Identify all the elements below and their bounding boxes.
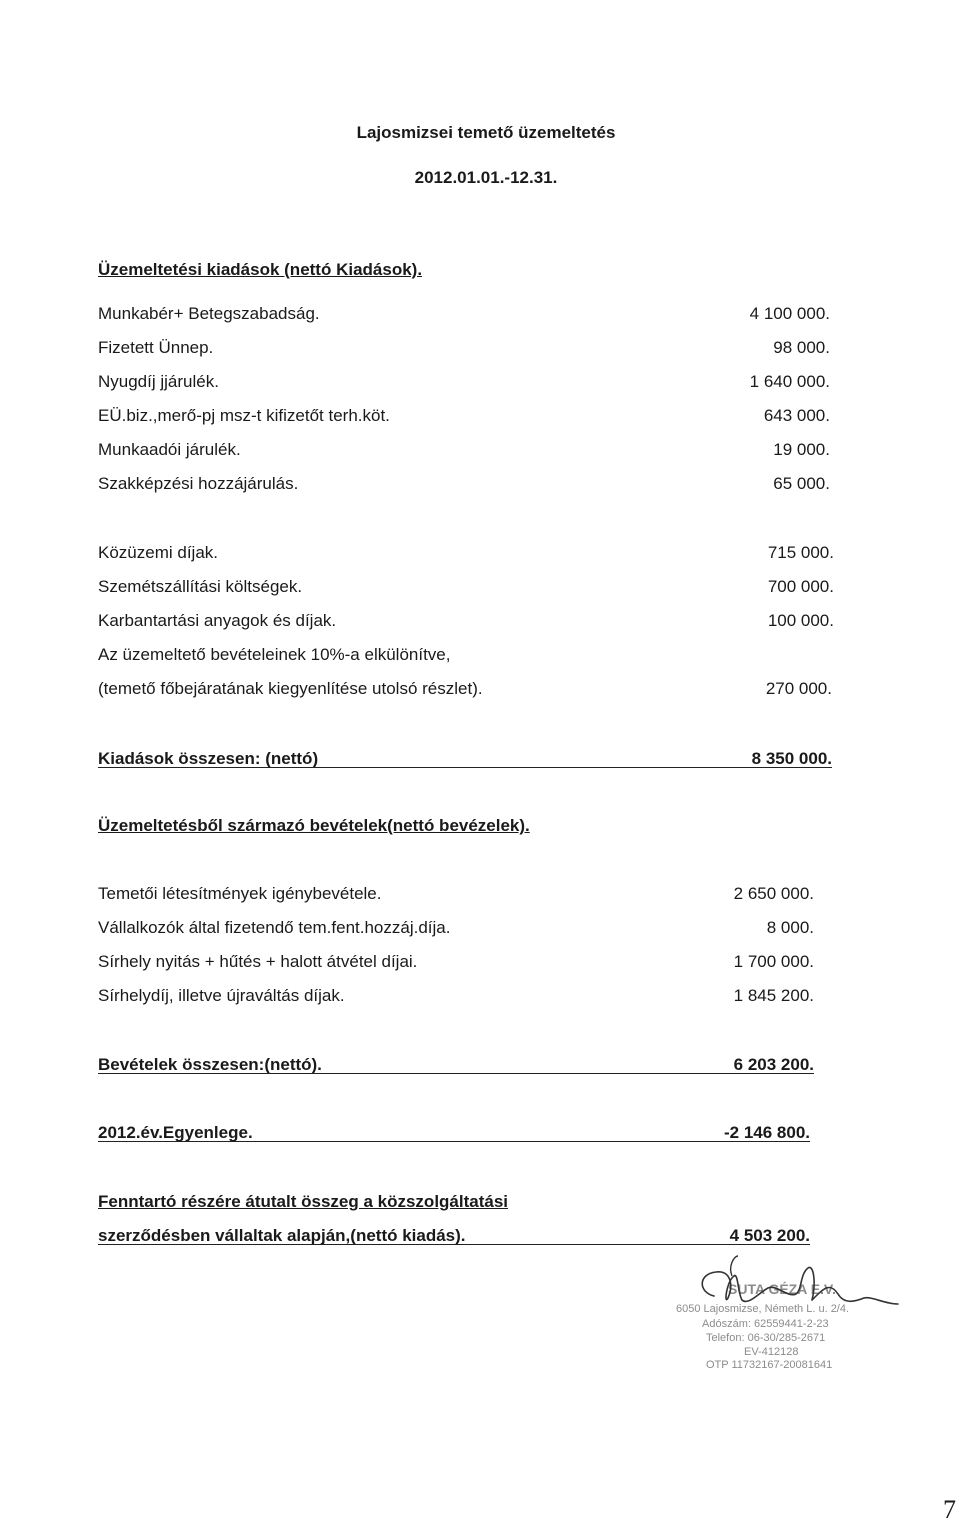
- signature-stroke-2: [731, 1256, 738, 1276]
- balance-label: 2012.év.Egyenlege.: [98, 1123, 253, 1142]
- expenses-total-value: 8 350 000.: [751, 749, 832, 768]
- revenues-total-value: 6 203 200.: [733, 1055, 814, 1074]
- revenue-value: 2 650 000.: [733, 884, 814, 903]
- expense-value: 1 640 000.: [749, 372, 830, 391]
- stamp-signature-icon: [668, 1254, 908, 1374]
- revenue-value: 1 700 000.: [733, 952, 814, 971]
- separation-line-2: (temető főbejáratának kiegyenlítése utolsó részlet).: [98, 679, 483, 698]
- expense-label: Karbantartási anyagok és díjak.: [98, 611, 337, 630]
- transfer-underline: [98, 1244, 810, 1245]
- balance-underline: [98, 1141, 810, 1142]
- expense-value: 715 000.: [767, 543, 834, 562]
- transfer-label-line-1: Fenntartó részére átutalt összeg a közszolgáltatási: [98, 1192, 509, 1211]
- revenue-value: 8 000.: [766, 918, 814, 937]
- expense-value: 700 000.: [767, 577, 834, 596]
- expense-value: 98 000.: [773, 338, 830, 357]
- expenses-heading: Üzemeltetési kiadások (nettó Kiadások).: [98, 260, 423, 279]
- revenues-total-underline: [98, 1073, 814, 1074]
- document-title: Lajosmizsei temető üzemeltetés: [356, 123, 616, 142]
- expense-label: Szemétszállítási költségek.: [98, 577, 303, 596]
- document-period: 2012.01.01.-12.31.: [414, 168, 558, 187]
- stamp-line: SUTA GÉZA E.V.: [728, 1281, 836, 1297]
- expenses-total-label: Kiadások összesen: (nettó): [98, 749, 319, 768]
- expense-label: Közüzemi díjak.: [98, 543, 218, 562]
- revenues-total-label: Bevételek összesen:(nettó).: [98, 1055, 322, 1074]
- expense-value: 19 000.: [773, 440, 830, 459]
- separation-line-1: Az üzemeltető bevételeinek 10%-a elkülönítve,: [98, 645, 451, 664]
- stamp-line: EV-412128: [744, 1346, 799, 1358]
- expense-label: Munkaadói járulék.: [98, 440, 241, 459]
- expense-value: 100 000.: [767, 611, 834, 630]
- expense-label: Munkabér+ Betegszabadság.: [98, 304, 320, 323]
- expense-label: Szakképzési hozzájárulás.: [98, 474, 299, 493]
- transfer-value: 4 503 200.: [729, 1226, 810, 1245]
- expenses-total-underline: [98, 767, 832, 768]
- expense-value: 643 000.: [763, 406, 830, 425]
- expense-label: Nyugdíj jjárulék.: [98, 372, 219, 391]
- expense-value: 4 100 000.: [749, 304, 830, 323]
- expense-value: 65 000.: [773, 474, 830, 493]
- stamp-line: Adószám: 62559441-2-23: [702, 1318, 829, 1330]
- expense-label: EÜ.biz.,merő-pj msz-t kifizetőt terh.köt.: [98, 406, 390, 425]
- revenues-heading: Üzemeltetésből származó bevételek(nettó bevézelek).: [98, 816, 530, 835]
- stamp-line: Telefon: 06-30/285-2671: [706, 1332, 826, 1344]
- revenue-label: Temetői létesítmények igénybevétele.: [98, 884, 382, 903]
- separation-value: 270 000.: [765, 679, 832, 698]
- transfer-label-line-2: szerződésben vállaltak alapján,(nettó kiadás).: [98, 1226, 466, 1245]
- page-number: 7: [943, 1495, 956, 1524]
- revenue-value: 1 845 200.: [733, 986, 814, 1005]
- stamp-line: 6050 Lajosmizse, Németh L. u. 2/4.: [676, 1303, 850, 1315]
- revenue-label: Vállalkozók által fizetendő tem.fent.hozzáj.díja.: [98, 918, 451, 937]
- revenue-label: Sírhely nyitás + hűtés + halott átvétel díjai.: [98, 952, 418, 971]
- expense-label: Fizetett Ünnep.: [98, 338, 214, 357]
- revenue-label: Sírhelydíj, illetve újraváltás díjak.: [98, 986, 345, 1005]
- balance-value: -2 146 800.: [723, 1123, 810, 1142]
- stamp-line: OTP 11732167-20081641: [706, 1359, 833, 1371]
